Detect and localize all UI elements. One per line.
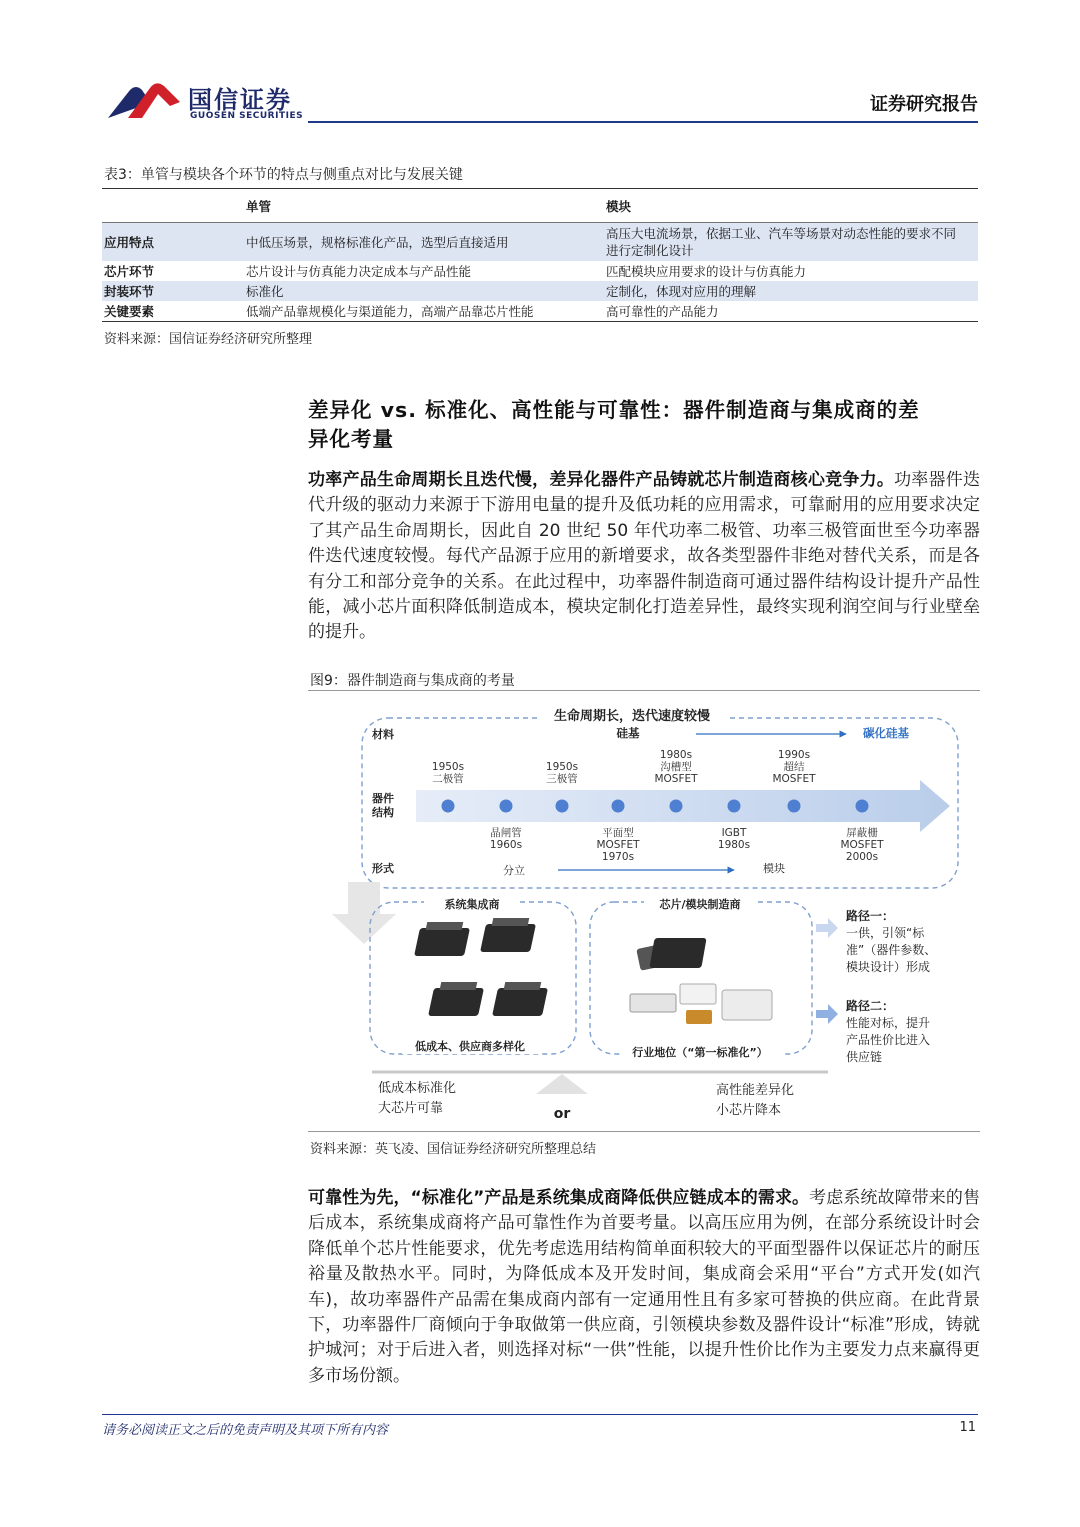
device-evolution-diagram (308, 692, 980, 1130)
figure-caption: 图9：器件制造商与集成商的考量 (310, 673, 515, 689)
node-year: 1960s (489, 839, 523, 851)
footer-divider (102, 1414, 978, 1415)
node-name: 晶闸管 (490, 827, 522, 839)
path1-text: 一供，引领“标 (846, 926, 925, 940)
node-name: MOSFET (772, 773, 816, 785)
left-option: 低成本标准化 (378, 1081, 457, 1096)
right-option: 高性能差异化 (716, 1083, 795, 1098)
timeline-node (788, 800, 801, 813)
cell-single: 标准化 (246, 283, 284, 299)
paragraph-lead: 功率产品生命周期长且迭代慢，差异化器件产品铸就芯片制造商核心竞争力。 (308, 470, 895, 490)
path2-text: 产品性价比进入 (846, 1033, 931, 1047)
node-year: 2000s (845, 851, 879, 863)
node-year: 1980s (659, 749, 693, 761)
path2-arrow (816, 1004, 838, 1024)
node-year: 1950s (431, 761, 465, 773)
section-title (308, 396, 980, 454)
section-title-line: 异化考量 (308, 427, 394, 451)
row-label-form: 形式 (372, 862, 394, 875)
path1-text: 准”（器件参数、 (846, 943, 937, 957)
node-year: 1950s (545, 761, 579, 773)
cell-module: 匹配模块应用要求的设计与仿真能力 (606, 263, 807, 279)
report-type-label: 证券研究报告 (870, 94, 978, 115)
material-silicon: 硅基 (616, 726, 640, 740)
cell-single: 低端产品靠规模化与渠道能力，高端产品靠芯片性能 (246, 303, 534, 319)
node-name: 沟槽型 (660, 761, 692, 773)
cell-module: 高可靠性的产品能力 (606, 303, 719, 319)
row-label: 封装环节 (104, 283, 155, 299)
path1-arrow (816, 918, 838, 938)
chip-manufacturer-title: 芯片/模块制造商 (659, 898, 741, 911)
or-label: or (553, 1106, 571, 1122)
node-year: 1970s (601, 851, 635, 863)
chip-manufacturer-box (590, 902, 812, 1054)
logo-chinese-name: 国信证券 (188, 86, 292, 114)
system-integrator-box (370, 902, 576, 1054)
paragraph-lead: 可靠性为先，“标准化”产品是系统集成商降低供应链成本的需求。 (308, 1188, 810, 1208)
form-discrete: 分立 (503, 864, 525, 877)
paragraph-body: 考虑系统故障带来的售后成本，系统集成商将产品可靠性作为首要考量。以高压应用为例，在部分系统设计时会降低单个芯片性能要求，优先考虑选用结构简单面积较大的平面型器件以保证芯片的耐压裕量及散热水平。同时，为降低成本及开发时间，集成商会采用“平台”方式开发(如汽车)，故功率器件产品需在集成商内部有一定通用性且有多家可替换的供应商。在此背景下，功率器件厂商倾向于争取做第一供应商，引领模块参数及器件设计“标准”形成，铸就护城河；对于后进入者，则选择对标“一供”性能，以提升性价比作为主要发力点来赢得更多市场份额。 (308, 1188, 980, 1386)
path2-text: 供应链 (846, 1050, 883, 1064)
figure-bottom-rule (308, 1131, 980, 1132)
timeline-node (612, 800, 625, 813)
node-year: 1980s (717, 839, 751, 851)
chip-manufacturer-caption: 行业地位（“第一标准化”） (632, 1046, 768, 1059)
cell-module: 定制化，体现对应用的理解 (606, 283, 757, 299)
cell-module-line: 高压大电流场景，依据工业、汽车等场景对动态性能的要求不同 (606, 225, 957, 241)
table-header-row (102, 189, 978, 223)
node-name: MOSFET (840, 839, 884, 851)
cell-single: 芯片设计与仿真能力决定成本与产品性能 (246, 263, 472, 279)
node-name: MOSFET (596, 839, 640, 851)
timeline-node (670, 800, 683, 813)
left-option: 大芯片可靠 (378, 1101, 444, 1116)
body-paragraph (308, 468, 980, 646)
row-label-structure: 结构 (372, 806, 394, 819)
path1-text: 模块设计）形成 (846, 960, 931, 974)
table-row (102, 223, 978, 261)
system-integrator-title: 系统集成商 (444, 898, 500, 911)
timeline-node (500, 800, 513, 813)
body-paragraph (308, 1186, 980, 1389)
node-name: 平面型 (602, 827, 634, 839)
table-source: 资料来源：国信证券经济研究所整理 (104, 332, 313, 347)
cell-module-line: 进行定制化设计 (606, 242, 694, 258)
paragraph-body: 功率器件迭代升级的驱动力来源于下游用电量的提升及低功耗的应用需求，可靠耐用的应用要求决定了其产品生命周期长，因此自 20 世纪 50 年代功率二极管、功率三极管面世至今功率器件迭代速度较慢。每代产品源于应用的新增要求，故各类型器件非绝对替代关系，而是各有分工和部分竞争的关系。在此过程中，功率器件制造商可通过器件结构设计提升产品性能，减小芯片面积降低制造成本，模块定制化打造差异性，最终实现利润空间与行业壁垒的提升。 (308, 470, 981, 643)
node-year: 1990s (777, 749, 811, 761)
table-caption: 表3：单管与模块各个环节的特点与侧重点对比与发展关键 (104, 167, 463, 183)
node-name: 二极管 (432, 773, 464, 785)
right-option: 小芯片降本 (716, 1103, 782, 1118)
table-header-single: 单管 (246, 198, 272, 214)
timeline-node (728, 800, 741, 813)
timeline-title: 生命周期长，迭代速度较慢 (553, 709, 711, 724)
table-header-empty (102, 189, 244, 223)
table-header-module: 模块 (606, 198, 632, 214)
down-arrow-shape (332, 882, 396, 944)
logo-english-name: GUOSEN SECURITIES (190, 111, 304, 121)
form-module: 模块 (763, 862, 785, 875)
footer-disclaimer: 请务必阅读正文之后的免责声明及其项下所有内容 (102, 1423, 389, 1438)
row-label-material: 材料 (372, 728, 394, 741)
cell-module (604, 223, 978, 261)
table-row (102, 261, 978, 281)
row-label: 应用特点 (104, 234, 155, 250)
node-name: 三极管 (546, 773, 578, 785)
chip-module-images (630, 938, 772, 1024)
path2-title: 路径二： (846, 999, 895, 1013)
table-row (102, 281, 978, 301)
material-sic: 碳化硅基 (863, 726, 909, 740)
system-integrator-caption: 低成本、供应商多样化 (415, 1040, 525, 1053)
page-number: 11 (959, 1420, 976, 1435)
path2-text: 性能对标，提升 (846, 1016, 931, 1030)
module-images (414, 918, 548, 1016)
node-name: 超结 (783, 761, 805, 773)
row-label: 关键要素 (104, 303, 155, 319)
comparison-table (102, 188, 978, 322)
row-label-structure: 器件 (372, 792, 394, 805)
figure-source: 资料来源：英飞凌、国信证券经济研究所整理总结 (310, 1142, 597, 1157)
node-name: MOSFET (654, 773, 698, 785)
timeline-band-arrow (416, 780, 950, 832)
timeline-node (556, 800, 569, 813)
row-label: 芯片环节 (104, 263, 155, 279)
figure-top-rule (308, 690, 980, 691)
path1-title: 路径一： (846, 909, 895, 923)
header-divider (308, 121, 978, 123)
timeline-node (442, 800, 455, 813)
balance-fulcrum (536, 1074, 588, 1094)
section-title-line: 差异化 vs. 标准化、高性能与可靠性：器件制造商与集成商的差 (308, 398, 920, 422)
node-name: 屏蔽栅 (846, 827, 878, 839)
node-name: IGBT (721, 827, 747, 839)
logo-mark (106, 78, 182, 122)
cell-single: 中低压场景，规格标准化产品，选型后直接适用 (246, 234, 509, 250)
timeline-node (856, 800, 869, 813)
table-row (102, 301, 978, 322)
